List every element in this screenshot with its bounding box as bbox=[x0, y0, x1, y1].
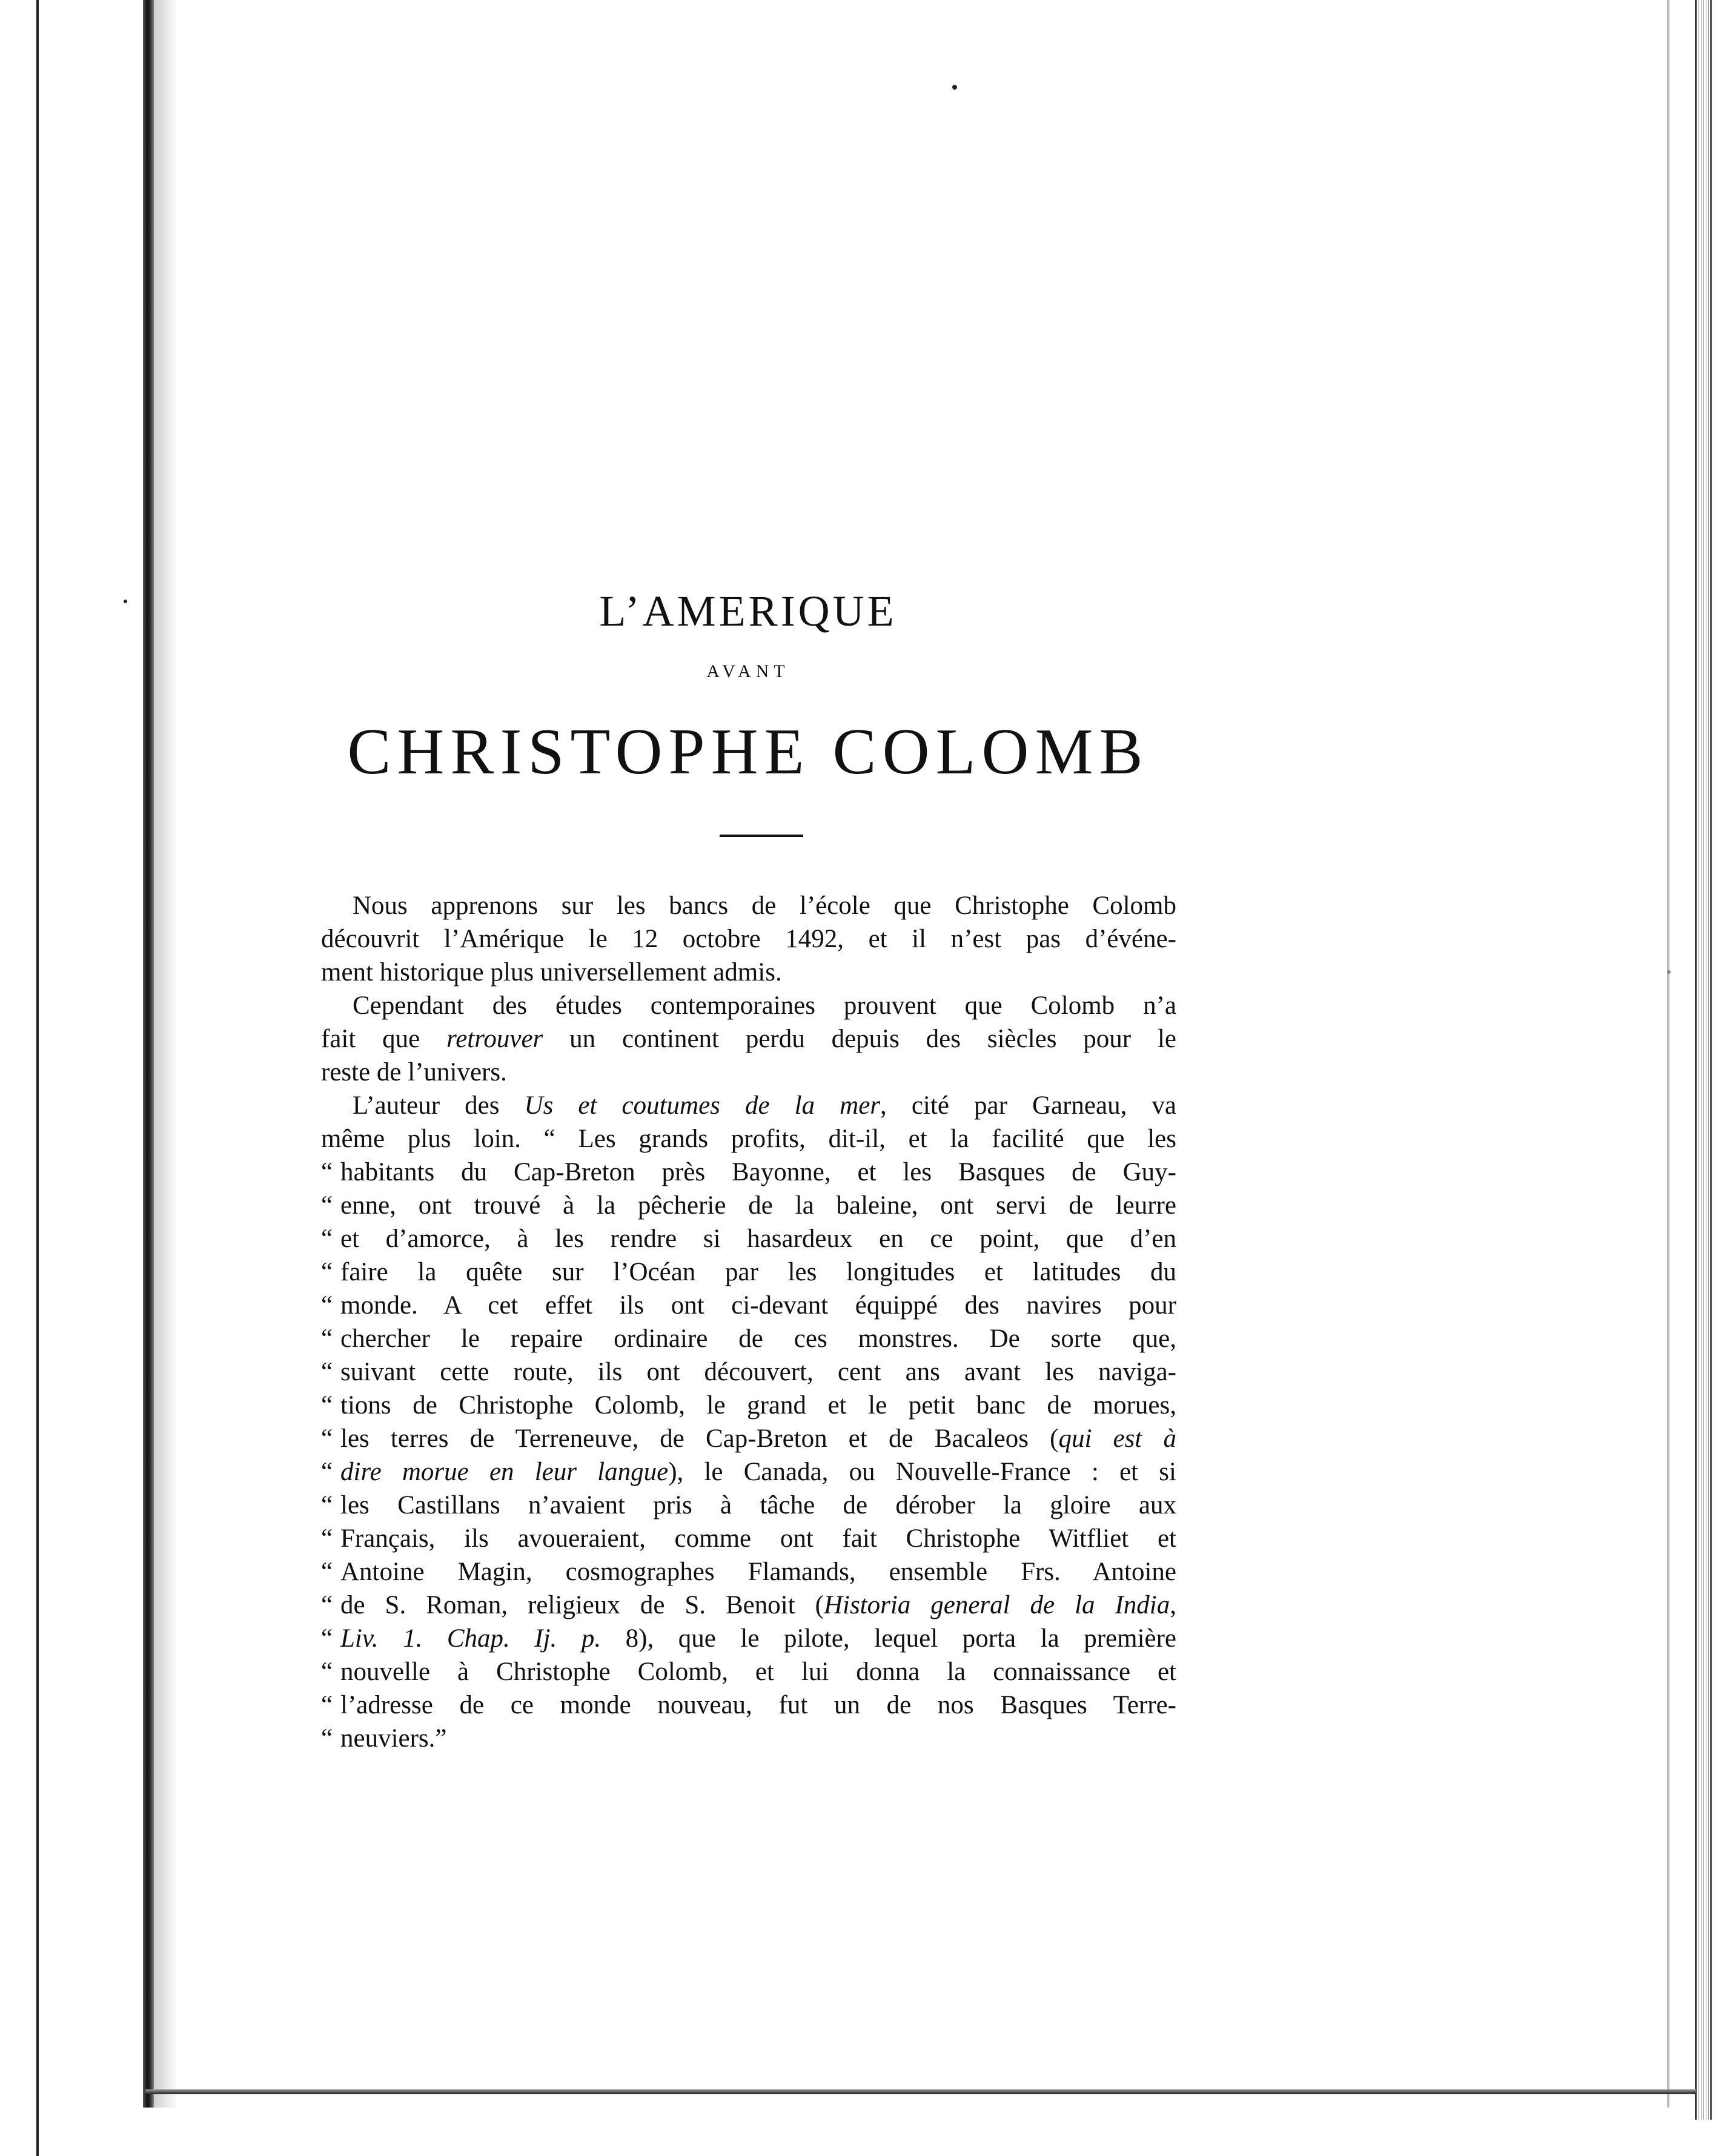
quote-mark: “ bbox=[321, 1591, 333, 1619]
quoted-line bbox=[321, 1688, 1176, 1722]
text-run: enne, ont trouvé à la pêcherie de la baleine, ont servi de leurre bbox=[340, 1191, 1176, 1220]
quote-mark: “ bbox=[321, 1291, 333, 1320]
title-divider bbox=[720, 835, 803, 837]
quoted-line bbox=[321, 1255, 1176, 1289]
quoted-line bbox=[321, 1455, 1176, 1489]
quote-mark: “ bbox=[321, 1458, 333, 1486]
text-line: Nous apprenons sur les bancs de l’école que Christophe Colomb bbox=[353, 891, 1176, 920]
quote-mark: “ bbox=[321, 1324, 333, 1353]
italic-text: Liv. 1. Chap. Ij. p. bbox=[340, 1624, 602, 1653]
text-run: habitants du Cap-Breton près Bayonne, et les Basques de Guy- bbox=[340, 1158, 1176, 1186]
text-run: fait que bbox=[321, 1025, 447, 1053]
quoted-line bbox=[321, 1489, 1176, 1522]
text-line: ment historique plus universellement admis. bbox=[321, 958, 782, 987]
text-run: un continent perdu depuis des siècles pour le bbox=[543, 1025, 1176, 1053]
text-run: de S. Roman, religieux de S. Benoit ( bbox=[340, 1591, 824, 1619]
quoted-line bbox=[321, 1156, 1176, 1189]
quoted-line bbox=[321, 1555, 1176, 1589]
quote-mark: “ bbox=[321, 1424, 333, 1453]
text-line bbox=[321, 1022, 1176, 1056]
quote-mark: “ bbox=[321, 1225, 333, 1253]
quote-mark: “ bbox=[321, 1658, 333, 1686]
text-line: même plus loin. “ Les grands profits, dit-il, et la facilité que les bbox=[321, 1125, 1176, 1153]
body-text bbox=[321, 889, 1176, 1755]
scan-speck bbox=[952, 85, 957, 90]
quoted-line bbox=[321, 1389, 1176, 1422]
quote-mark: “ bbox=[321, 1524, 333, 1553]
quoted-line bbox=[321, 1655, 1176, 1688]
text-line bbox=[321, 1089, 1176, 1122]
text-run: nouvelle à Christophe Colomb, et lui donna la connaissance et bbox=[340, 1658, 1176, 1686]
scan-speck bbox=[1667, 970, 1671, 974]
binding-gradient bbox=[154, 0, 178, 2108]
quoted-line bbox=[321, 1222, 1176, 1255]
text-run: Français, ils avoueraient, comme ont fait Christophe Witfliet et bbox=[340, 1524, 1176, 1553]
text-run: faire la quête sur l’Océan par les longitudes et latitudes du bbox=[340, 1258, 1176, 1286]
quote-mark: “ bbox=[321, 1624, 333, 1653]
italic-text: Historia general de la India bbox=[823, 1591, 1170, 1619]
binding-shadow bbox=[143, 0, 154, 2108]
text-run: chercher le repaire ordinaire de ces monstres. De sorte que, bbox=[340, 1324, 1176, 1353]
italic-text: qui est à bbox=[1058, 1424, 1176, 1453]
text-run: neuviers.” bbox=[340, 1724, 447, 1753]
text-run: les Castillans n’avaient pris à tâche de dérober la gloire aux bbox=[340, 1491, 1176, 1519]
page-bottom-edge bbox=[145, 2089, 1696, 2094]
quoted-line bbox=[321, 1722, 1176, 1755]
page-title: L’AMERIQUE bbox=[599, 587, 897, 635]
quote-mark: “ bbox=[321, 1158, 333, 1186]
quoted-line bbox=[321, 1289, 1176, 1322]
quoted-line bbox=[321, 1189, 1176, 1222]
page-edges-right bbox=[1695, 0, 1712, 2120]
quote-mark: “ bbox=[321, 1191, 333, 1220]
text-run: suivant cette route, ils ont découvert, cent ans avant les naviga- bbox=[340, 1358, 1176, 1386]
quoted-line bbox=[321, 1355, 1176, 1389]
scan-left-margin bbox=[0, 0, 39, 2156]
text-line: Cependant des études contemporaines prouvent que Colomb n’a bbox=[353, 991, 1176, 1020]
quote-mark: “ bbox=[321, 1724, 333, 1753]
text-run: monde. A cet effet ils ont ci-devant équippé des navires pour bbox=[340, 1291, 1176, 1320]
quoted-line bbox=[321, 1522, 1176, 1555]
text-run: l’adresse de ce monde nouveau, fut un de nos Basques Terre- bbox=[340, 1691, 1176, 1719]
quote-mark: “ bbox=[321, 1358, 333, 1386]
text-run: 8), que le pilote, lequel porta la première bbox=[601, 1624, 1177, 1653]
italic-text: dire morue en leur langue bbox=[340, 1458, 669, 1486]
quoted-line bbox=[321, 1589, 1176, 1622]
text-run: et d’amorce, à les rendre si hasardeux en ce point, que d’en bbox=[340, 1225, 1176, 1253]
text-run: , bbox=[1170, 1591, 1176, 1619]
quote-mark: “ bbox=[321, 1258, 333, 1286]
page-subtitle: CHRISTOPHE COLOMB bbox=[347, 716, 1149, 788]
text-run: tions de Christophe Colomb, le grand et le petit banc de morues, bbox=[340, 1391, 1176, 1420]
text-run: , cité par Garneau, va bbox=[880, 1091, 1176, 1120]
quoted-line bbox=[321, 1322, 1176, 1355]
italic-text: Us et coutumes de la mer bbox=[524, 1091, 881, 1120]
page-edge-line bbox=[1667, 0, 1669, 2108]
quote-mark: “ bbox=[321, 1491, 333, 1519]
text-line: découvrit l’Amérique le 12 octobre 1492, et il n’est pas d’événe- bbox=[321, 925, 1176, 953]
quote-mark: “ bbox=[321, 1691, 333, 1719]
title-connector: AVANT bbox=[706, 661, 790, 681]
quote-mark: “ bbox=[321, 1558, 333, 1586]
text-run: ), le Canada, ou Nouvelle-France : et si bbox=[668, 1458, 1176, 1486]
text-line: reste de l’univers. bbox=[321, 1058, 507, 1086]
text-run: les terres de Terreneuve, de Cap-Breton et de Bacaleos ( bbox=[340, 1424, 1059, 1453]
quoted-line bbox=[321, 1622, 1176, 1655]
quoted-line bbox=[321, 1422, 1176, 1455]
text-run: Antoine Magin, cosmographes Flamands, ensemble Frs. Antoine bbox=[340, 1558, 1176, 1586]
text-run: L’auteur des bbox=[353, 1091, 525, 1120]
italic-text: retrouver bbox=[446, 1025, 543, 1053]
quote-mark: “ bbox=[321, 1391, 333, 1420]
